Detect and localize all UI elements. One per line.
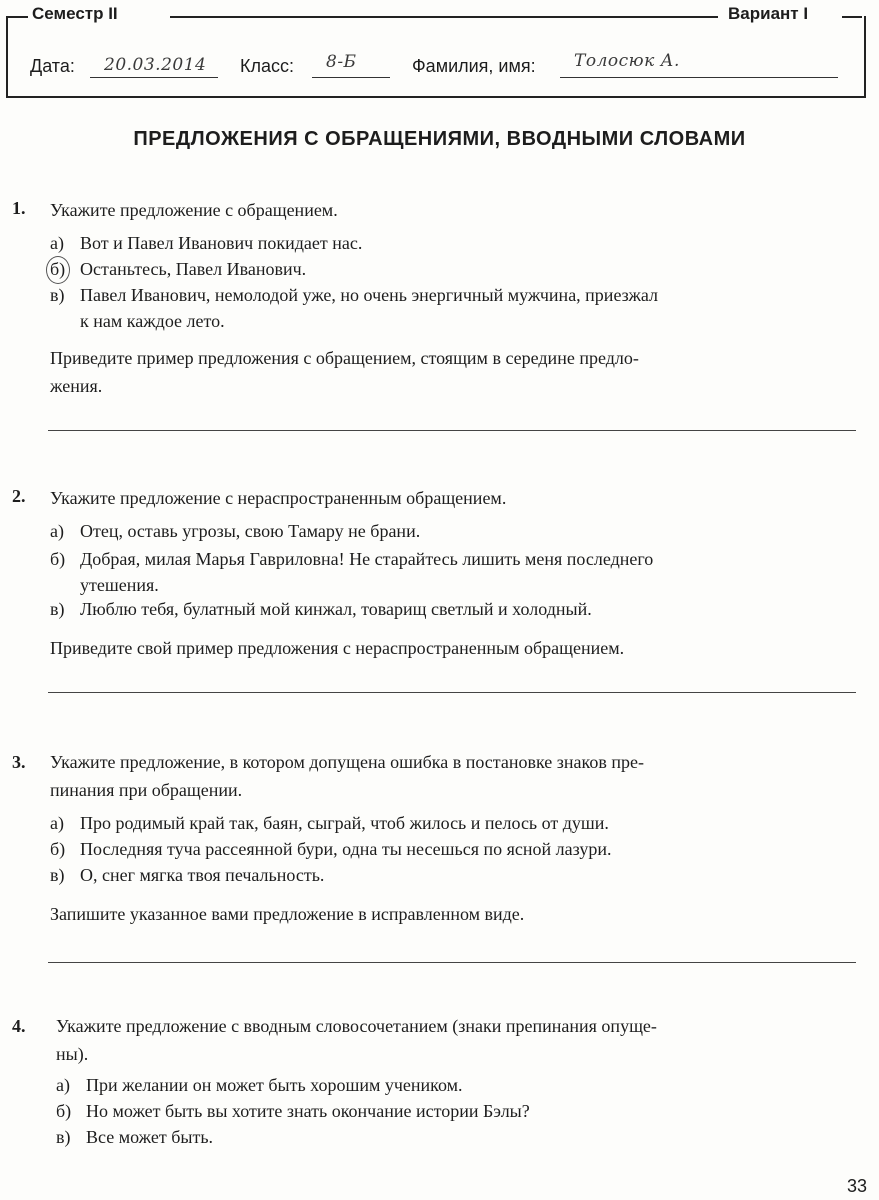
question-4-option-b[interactable] bbox=[56, 1098, 530, 1124]
question-1-option-c-continued: к нам каждое лето. bbox=[80, 311, 225, 331]
question-1-task-line-1: Приведите пример предложения с обращением, стоящим в середине предло- bbox=[50, 348, 639, 368]
class-label: Класс: bbox=[240, 56, 294, 76]
question-2-option-a[interactable] bbox=[50, 518, 420, 544]
date-field[interactable] bbox=[90, 77, 218, 78]
option-letter: в) bbox=[50, 285, 65, 305]
option-text: Про родимый край так, баян, сыграй, чтоб жилось и пелось от души. bbox=[80, 813, 609, 833]
question-3-option-b[interactable] bbox=[50, 836, 611, 862]
question-4-number: 4. bbox=[12, 1016, 26, 1036]
option-text: При желании он может быть хорошим учеником. bbox=[86, 1075, 463, 1095]
option-text: Последняя туча рассеянной бури, одна ты несешься по ясной лазури. bbox=[80, 839, 612, 859]
option-letter: б) bbox=[50, 839, 66, 859]
option-letter: а) bbox=[56, 1075, 70, 1095]
header-border-middle bbox=[170, 16, 718, 18]
option-letter: а) bbox=[50, 521, 64, 541]
option-letter: а) bbox=[50, 813, 64, 833]
question-2-option-b-continued: утешения. bbox=[80, 575, 159, 595]
option-letter: в) bbox=[56, 1127, 71, 1147]
question-2-number: 2. bbox=[12, 486, 26, 506]
name-field[interactable] bbox=[560, 77, 838, 78]
question-2-option-c[interactable] bbox=[50, 596, 592, 622]
question-1-option-c[interactable] bbox=[50, 282, 870, 308]
question-4-option-a[interactable] bbox=[56, 1072, 463, 1098]
question-3-option-c[interactable] bbox=[50, 862, 324, 888]
option-text: Но может быть вы хотите знать окончание истории Бэлы? bbox=[86, 1101, 530, 1121]
option-text: Люблю тебя, булатный мой кинжал, товарищ светлый и холодный. bbox=[80, 599, 592, 619]
question-1-number: 1. bbox=[12, 198, 26, 218]
page-number: 33 bbox=[846, 1176, 867, 1196]
option-letter: в) bbox=[50, 865, 65, 885]
option-text: Отец, оставь угрозы, свою Тамару не брани. bbox=[80, 521, 421, 541]
question-2-answer-line[interactable] bbox=[48, 692, 856, 693]
option-letter: б) bbox=[56, 1101, 72, 1121]
question-1-option-a[interactable] bbox=[50, 230, 362, 256]
page-title: ПРЕДЛОЖЕНИЯ С ОБРАЩЕНИЯМИ, ВВОДНЫМИ СЛОВАМИ bbox=[133, 128, 746, 150]
option-letter: в) bbox=[50, 599, 65, 619]
question-1-task-line-2: жения. bbox=[50, 376, 103, 396]
question-3-prompt-line-2: пинания при обращении. bbox=[50, 780, 243, 800]
question-2-task-line-1: Приведите свой пример предложения с нераспространенным обращением. bbox=[50, 638, 625, 658]
header-border-right bbox=[842, 16, 862, 18]
question-1-prompt: Укажите предложение с обращением. bbox=[50, 200, 338, 220]
question-3-prompt-line-1: Укажите предложение, в котором допущена ошибка в постановке знаков пре- bbox=[50, 752, 644, 772]
class-field[interactable] bbox=[312, 77, 390, 78]
option-text: Добрая, милая Марья Гавриловна! Не старайтесь лишить меня последнего bbox=[80, 549, 654, 569]
name-label: Фамилия, имя: bbox=[412, 56, 536, 76]
name-value: Толосюк А. bbox=[574, 51, 680, 71]
question-4-prompt-line-2: ны). bbox=[56, 1044, 89, 1064]
option-letter: а) bbox=[50, 233, 64, 253]
question-2-option-b[interactable] bbox=[50, 546, 653, 572]
question-1-answer-line[interactable] bbox=[48, 430, 856, 431]
option-text: Все может быть. bbox=[86, 1127, 214, 1147]
question-2-prompt: Укажите предложение с нераспространенным обращением. bbox=[50, 488, 507, 508]
question-3-answer-line[interactable] bbox=[48, 962, 856, 963]
option-text: О, снег мягка твоя печальность. bbox=[80, 865, 325, 885]
header-border-left bbox=[6, 16, 30, 18]
option-text: Павел Иванович, немолодой уже, но очень энергичный мужчина, приезжал bbox=[80, 285, 659, 305]
option-text: Останьтесь, Павел Иванович. bbox=[80, 259, 307, 279]
semester-label: Семестр II bbox=[28, 4, 124, 24]
date-label: Дата: bbox=[30, 56, 75, 76]
question-3-task-line-1: Запишите указанное вами предложение в исправленном виде. bbox=[50, 904, 525, 924]
question-4-prompt-line-1: Укажите предложение с вводным словосочетанием (знаки препинания опуще- bbox=[56, 1016, 657, 1036]
variant-label: Вариант I bbox=[722, 4, 814, 24]
question-3-number: 3. bbox=[12, 752, 26, 772]
question-1-option-b[interactable] bbox=[50, 256, 306, 282]
option-letter: б) bbox=[50, 549, 66, 569]
question-4-option-c[interactable] bbox=[56, 1124, 213, 1150]
option-text: Вот и Павел Иванович покидает нас. bbox=[80, 233, 363, 253]
question-3-option-a[interactable] bbox=[50, 810, 609, 836]
date-value: 20.03.2014 bbox=[104, 55, 207, 75]
option-letter: б) bbox=[50, 259, 66, 279]
class-value: 8-Б bbox=[326, 52, 357, 72]
